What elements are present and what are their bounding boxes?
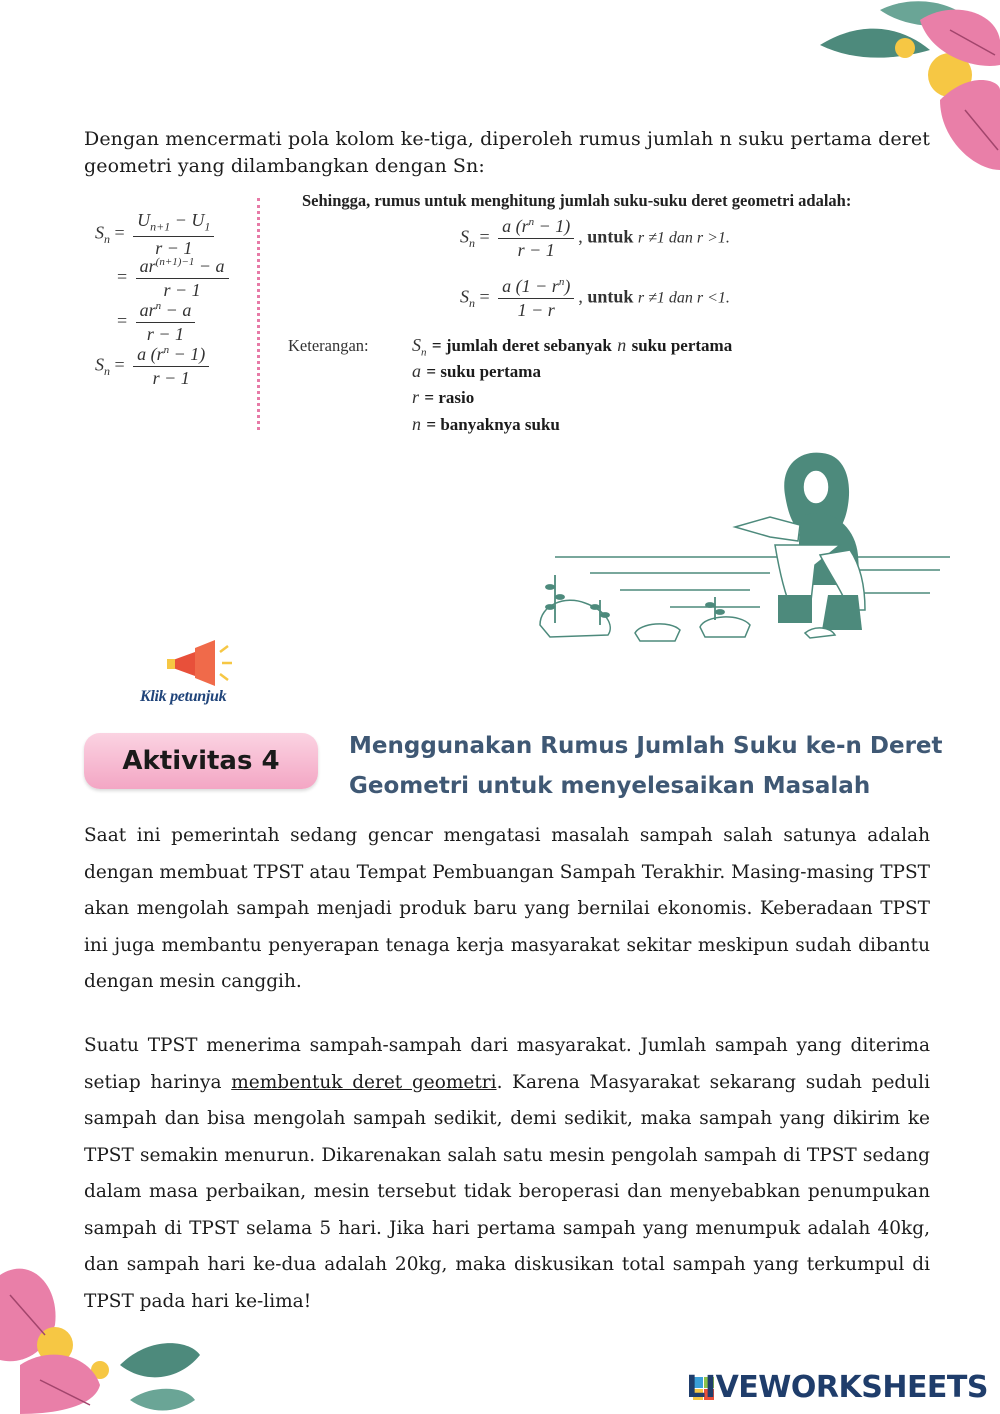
- megaphone-icon: [165, 640, 235, 686]
- keterangan-label: Keterangan:: [288, 336, 369, 355]
- sn-derivation: [95, 200, 255, 390]
- formula-heading: Sehingga, rumus untuk menghitung jumlah suku-suku deret geometri adalah:: [302, 191, 852, 210]
- derivation-step-1: $S_n$ = $\frac{U_{n+1} - U_1}{r - 1}$: [95, 210, 218, 259]
- activity-title-line-2: Geometri untuk menyelesaikan Masalah: [349, 773, 871, 799]
- underlined-phrase: membentuk deret geometri: [231, 1071, 497, 1093]
- keterangan-a: a = suku pertama: [412, 361, 541, 381]
- formula-r-greater-1: $S_n$ = $\frac{a (r^n - 1)}{r - 1}$ , untuk r ≠1 dan r >1.: [460, 216, 730, 260]
- intro-text: Dengan mencermati pola kolom ke-tiga, diperoleh rumus jumlah n suku pertama deret geometri yang dilambangkan dengan Sn:: [84, 128, 930, 177]
- derivation-step-4: $S_n$ = $\frac{a (r^n - 1)}{r - 1}$: [95, 344, 213, 389]
- keterangan-n: n = banyaknya suku: [412, 414, 560, 434]
- formula-box: [288, 188, 938, 448]
- dotted-divider: [257, 198, 260, 430]
- formula-r-less-1: $S_n$ = $\frac{a (1 - r^n)}{1 - r}$ , untuk r ≠1 dan r <1.: [460, 276, 730, 320]
- activity-badge: Aktivitas 4: [84, 733, 318, 789]
- paragraph-2: Suatu TPST menerima sampah-sampah dari masyarakat. Jumlah sampah yang diterima setiap harinya membentuk deret geometri. Karena Masyarakat sekarang sudah peduli sampah dan bisa mengolah sampah sedikit, demi sedikit, maka sampah yang dikirim ke TPST semakin menurun. Dikarenakan salah satu mesin pengolah sampah di TPST sedang dalam masa perbaikan, mesin tersebut tidak beroperasi dan menyebabkan penumpukan sampah di TPST selama 5 hari. Jika hari pertama sampah yang menumpuk adalah 40kg, dan sampah hari ke-dua adalah 20kg, maka diskusikan total sampah yang terkumpul di TPST pada hari ke-lima!: [84, 1035, 930, 1312]
- woman-illustration: [530, 445, 960, 650]
- activity-title: [349, 726, 949, 806]
- derivation-step-3: = $\frac{ar^n - a}{r - 1}$: [117, 300, 199, 345]
- derivation-step-2: = $\frac{ar^{(n+1)-1} - a}{r - 1}$: [117, 256, 233, 301]
- floral-decoration-bottom: [0, 1255, 200, 1414]
- activity-title-line-1: Menggunakan Rumus Jumlah Suku ke-n Deret: [349, 733, 943, 759]
- hint-button[interactable]: [140, 640, 270, 712]
- keterangan-sn: $S_n$ = jumlah deret sebanyak n suku pertama: [412, 335, 733, 359]
- keterangan-r: r = rasio: [412, 387, 475, 407]
- liveworksheets-brand: LIVEWORKSHEETS: [686, 1370, 988, 1405]
- paragraph-1: Saat ini pemerintah sedang gencar mengatasi masalah sampah salah satunya adalah dengan membuat TPST atau Tempat Pembuangan Sampah Terakhir. Masing-masing TPST akan mengolah sampah menjadi produk baru yang bernilai ekonomis. Keberadaan TPST ini juga membantu penyerapan tenaga kerja masyarakat sekitar meskipun sudah dibantu dengan mesin canggih.: [84, 825, 930, 992]
- klik-petunjuk-label: Klik petunjuk: [140, 688, 227, 705]
